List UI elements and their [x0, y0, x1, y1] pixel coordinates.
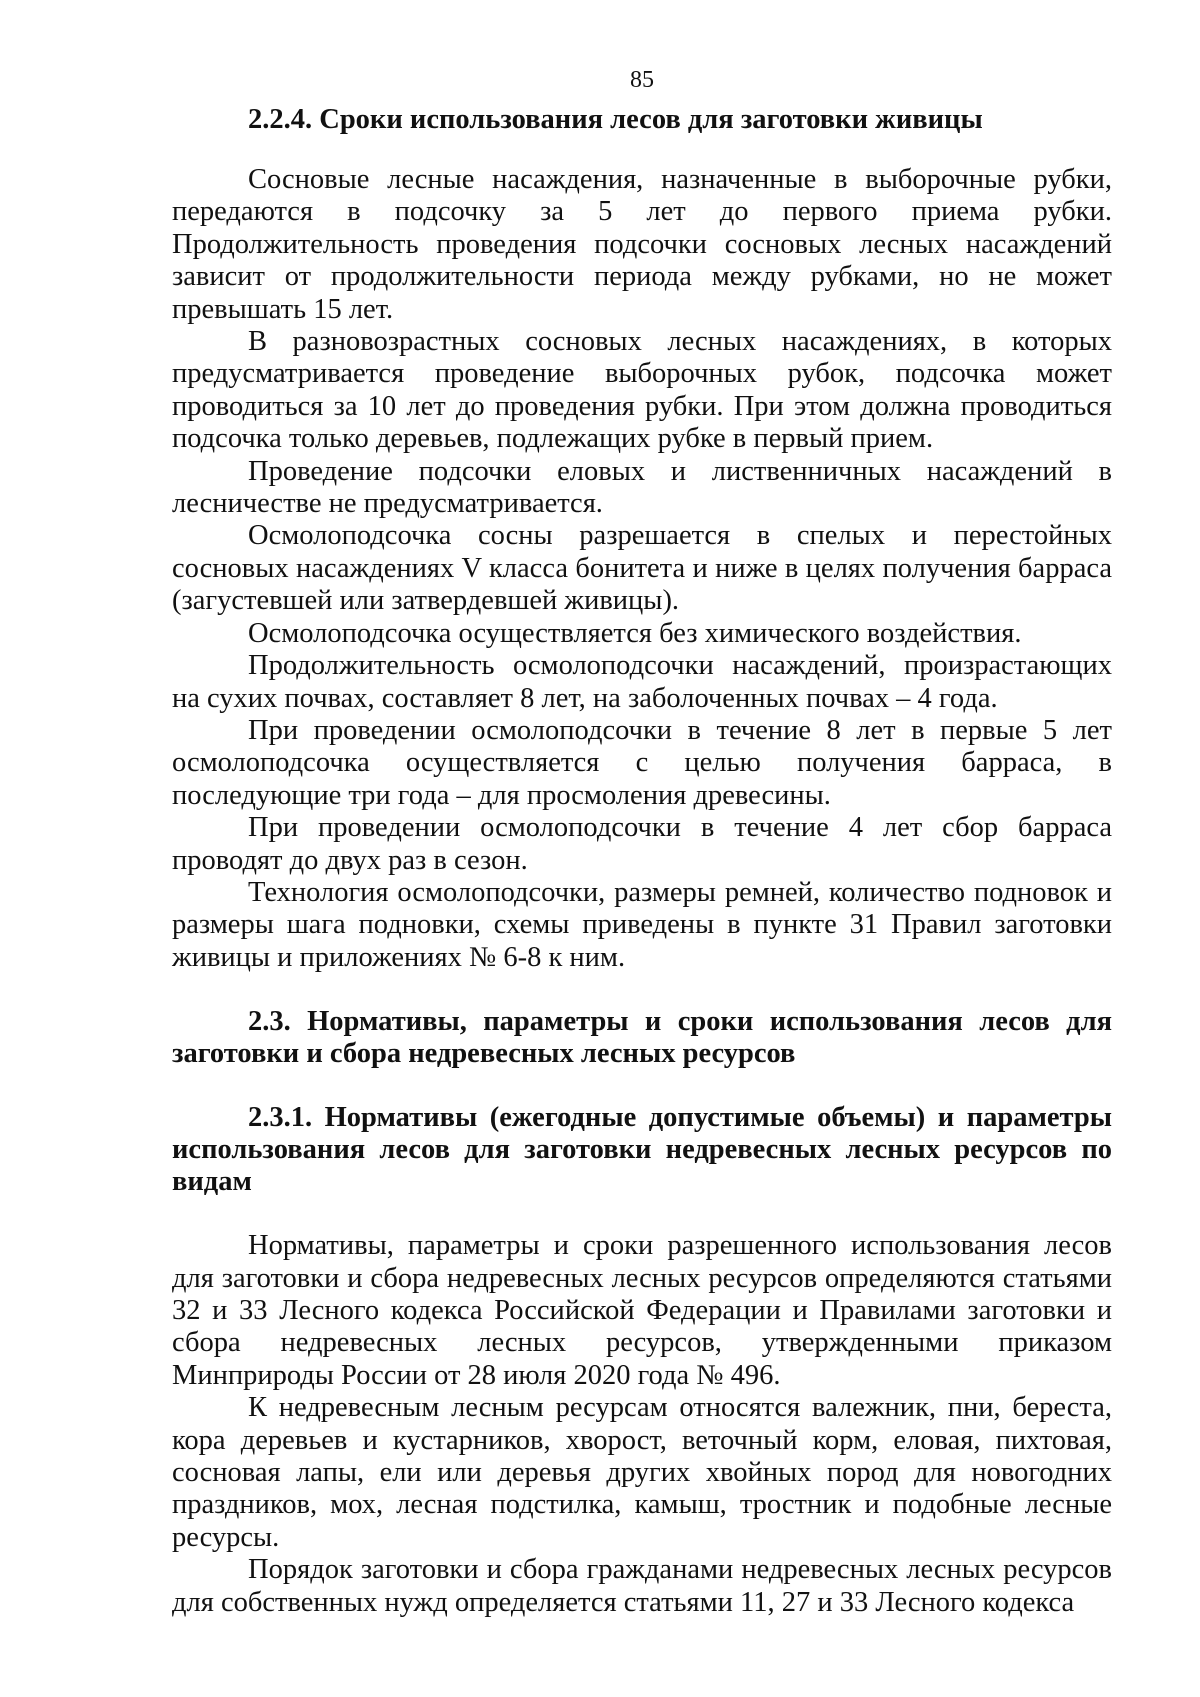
section-heading-2-3-1: 2.3.1. Нормативы (ежегодные допустимые объемы) и параметры использования лесов для заготовки недревесных лесных ресурсов по видам	[172, 1102, 1112, 1198]
spacer	[172, 974, 1112, 1006]
paragraph: Осмолоподсочка сосны разрешается в спелых и перестойных сосновых насаждениях V класса бонитета и ниже в целях получения барраса (загустевшей или затвердевшей живицы).	[172, 520, 1112, 617]
document-page	[172, 66, 1112, 1619]
paragraph: Продолжительность осмолоподсочки насаждений, произрастающих на сухих почвах, составляет 8 лет, на заболоченных почвах – 4 года.	[172, 650, 1112, 714]
paragraph: Осмолоподсочка осуществляется без химического воздействия.	[248, 617, 1022, 649]
paragraph: При проведении осмолоподсочки в течение 8 лет в первые 5 лет осмолоподсочка осуществляется с целью получения барраса, в последующие три года – для просмоления древесины.	[172, 714, 1112, 811]
page-number: 85	[630, 67, 654, 93]
paragraph: В разновозрастных сосновых лесных насаждениях, в которых предусматривается проведение выборочных рубок, подсочка может проводиться за 10 лет до проведения рубки. При этом должна проводиться подсочка только деревьев, подлежащих рубке в первый прием.	[172, 326, 1112, 455]
paragraph: К недревесным лесным ресурсам относятся валежник, пни, береста, кора деревьев и кустарников, хворост, веточный корм, еловая, пихтовая, сосновая лапы, ели или деревья других хвойных пород для новогодних праздников, мох, лесная подстилка, камыш, тростник и подобные лесные ресурсы.	[172, 1392, 1112, 1553]
paragraph: Нормативы, параметры и сроки разрешенного использования лесов для заготовки и сбора недревесных лесных ресурсов определяются статьями 32 и 33 Лесного кодекса Российской Федерации и Правилами заготовки и сбора недревесных лесных ресурсов, утвержденными приказом Минприроды России от 28 июля 2020 года № 496.	[172, 1230, 1112, 1391]
spacer	[172, 136, 1112, 164]
paragraph: Сосновые лесные насаждения, назначенные в выборочные рубки, передаются в подсочку за 5 лет до первого приема рубки. Продолжительность проведения подсочки сосновых лесных насаждений зависит от продолжительности периода между рубками, но не может превышать 15 лет.	[172, 164, 1112, 325]
section-heading-2-2-4: 2.2.4. Сроки использования лесов для заготовки живицы	[248, 104, 983, 135]
section-heading-2-3: 2.3. Нормативы, параметры и сроки использования лесов для заготовки и сбора недревесных лесных ресурсов	[172, 1006, 1112, 1070]
spacer	[172, 1198, 1112, 1230]
paragraph: Порядок заготовки и сбора гражданами недревесных лесных ресурсов для собственных нужд определяется статьями 11, 27 и 33 Лесного кодекса	[172, 1554, 1112, 1618]
spacer	[172, 1070, 1112, 1102]
paragraph: Технология осмолоподсочки, размеры ремней, количество подновок и размеры шага подновки, схемы приведены в пункте 31 Правил заготовки живицы и приложениях № 6-8 к ним.	[172, 876, 1112, 973]
paragraph: Проведение подсочки еловых и лиственничных насаждений в лесничестве не предусматривается.	[172, 455, 1112, 520]
paragraph: При проведении осмолоподсочки в течение 4 лет сбор барраса проводят до двух раз в сезон.	[172, 812, 1112, 876]
